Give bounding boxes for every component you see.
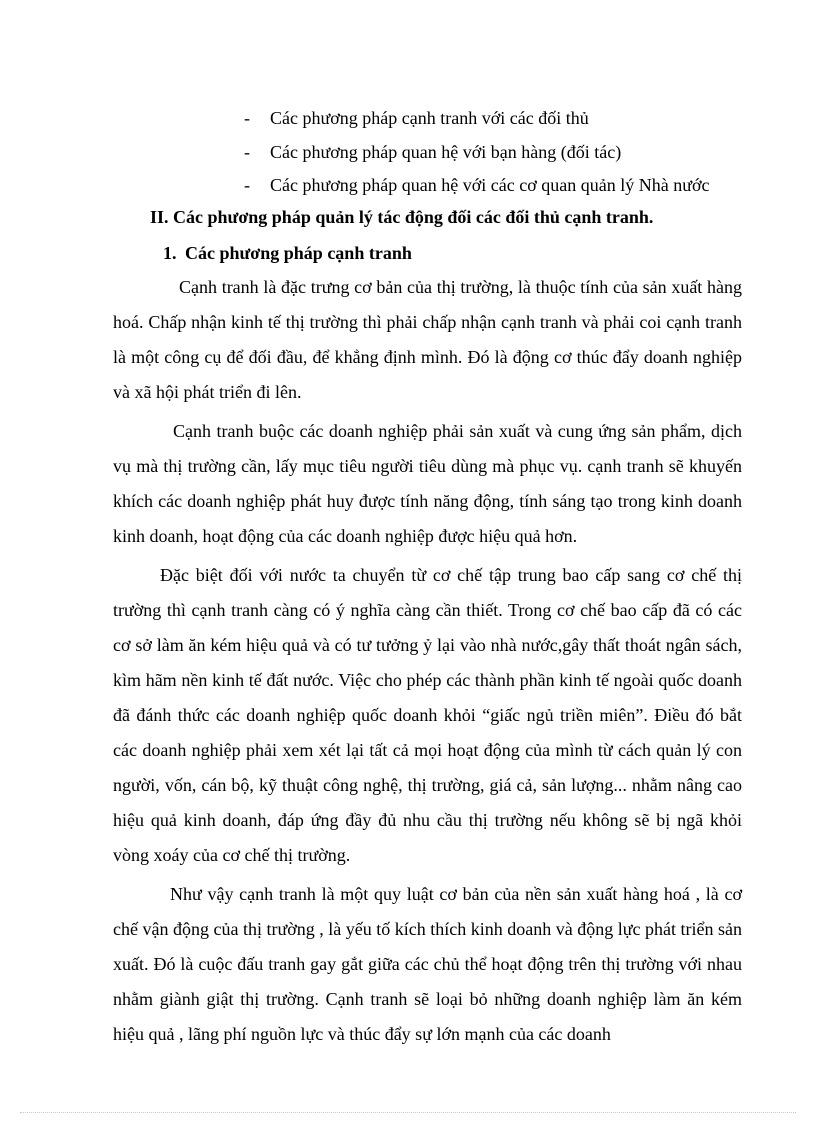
- page-bottom-divider: [20, 1112, 796, 1113]
- bullet-text: Các phương pháp cạnh tranh với các đối thủ: [270, 108, 589, 128]
- subsection-number: 1.: [163, 243, 177, 263]
- subsection-title: Các phương pháp cạnh tranh: [185, 243, 412, 263]
- bullet-item: [244, 102, 784, 136]
- bullet-dash: -: [244, 108, 250, 128]
- paragraph: Đặc biệt đối với nước ta chuyển từ cơ chế tập trung bao cấp sang cơ chế thị trường thì cạnh tranh càng có ý nghĩa càng cần thiết. Trong cơ chế bao cấp đã có các cơ sở làm ăn kém hiệu quả và có tư tưởng ỷ lại vào nhà nước,gây thất thoát ngân sách, kìm hãm nền kinh tế đất nước. Việc cho phép các thành phần kinh tế ngoài quốc doanh đã đánh thức các doanh nghiệp quốc doanh khỏi “giấc ngủ triền miên”. Điều đó bắt các doanh nghiệp phải xem xét lại tất cả mọi hoạt động của mình từ cách quản lý con người, vốn, cán bộ, kỹ thuật công nghệ, thị trường, giá cả, sản lượng... nhằm nâng cao hiệu quả kinh doanh, đáp ứng đầy đủ nhu cầu thị trường nếu không sẽ bị ngã khỏi vòng xoáy của cơ chế thị trường.: [113, 564, 742, 866]
- bullet-dash: -: [244, 141, 250, 162]
- body-text: [113, 270, 742, 1056]
- subsection-heading: [163, 237, 412, 270]
- section-heading: II. Các phương pháp quản lý tác động đối các đối thủ cạnh tranh.: [150, 207, 654, 227]
- bullet-text: Các phương pháp quan hệ với các cơ quan quản lý Nhà nước: [270, 175, 710, 195]
- bullet-item: [244, 169, 784, 203]
- paragraph: Cạnh tranh là đặc trưng cơ bản của thị trường, là thuộc tính của sản xuất hàng hoá. Chấp nhận kinh tế thị trường thì phải chấp nhận cạnh tranh và phải coi cạnh tranh là một công cụ để đối đầu, để khẳng định mình. Đó là động cơ thúc đẩy doanh nghiệp và xã hội phát triển đi lên.: [113, 277, 742, 403]
- bullet-list: [244, 102, 784, 203]
- bullet-item: [244, 136, 784, 170]
- paragraph: Cạnh tranh buộc các doanh nghiệp phải sản xuất và cung ứng sản phẩm, dịch vụ mà thị trường cần, lấy mục tiêu người tiêu dùng mà phục vụ. cạnh tranh sẽ khuyến khích các doanh nghiệp phát huy được tính năng động, tính sáng tạo trong kinh doanh kinh doanh, hoạt động của các doanh nghiệp được hiệu quả hơn.: [113, 420, 742, 547]
- bullet-dash: -: [244, 175, 250, 195]
- bullet-text: Các phương pháp quan hệ với bạn hàng (đối tác): [270, 141, 622, 162]
- paragraph: Như vậy cạnh tranh là một quy luật cơ bản của nền sản xuất hàng hoá , là cơ chế vận động của thị trường , là yếu tố kích thích kinh doanh và động lực phát triển sản xuất. Đó là cuộc đấu tranh gay gắt giữa các chủ thể hoạt động trên thị trường với nhau nhằm giành giật thị trường. Cạnh tranh sẽ loại bỏ những doanh nghiệp làm ăn kém hiệu quả , lãng phí nguồn lực và thúc đẩy sự lớn mạnh của các doanh: [113, 883, 742, 1045]
